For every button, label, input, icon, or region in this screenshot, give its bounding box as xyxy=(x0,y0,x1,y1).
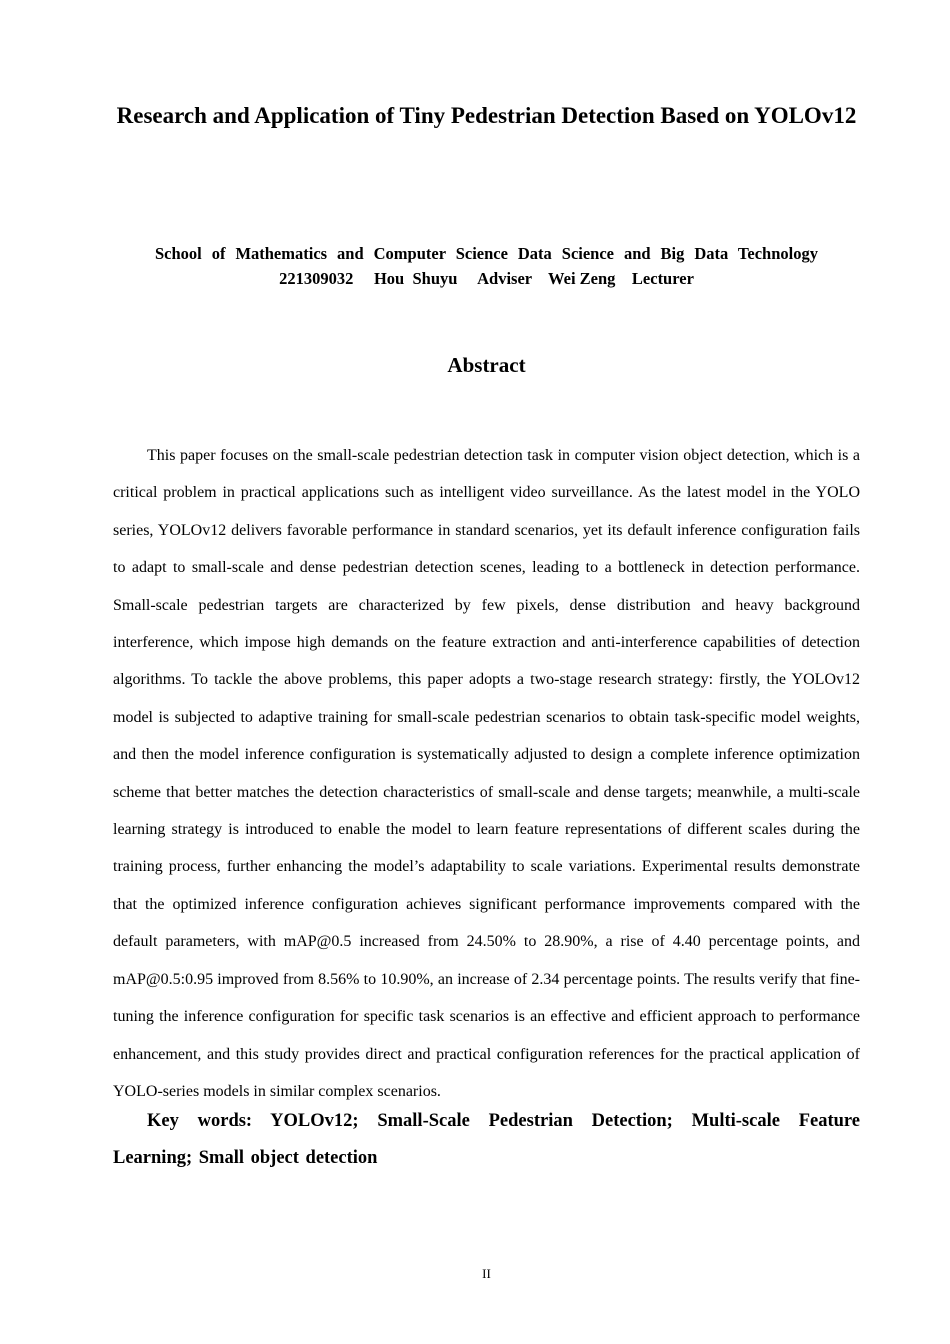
abstract-paragraph: This paper focuses on the small-scale pedestrian detection task in computer vision object detection, which is a critical problem in practical applications such as intelligent video surveillance. As the latest model in the YOLO series, YOLOv12 delivers favorable performance in standard scenarios, yet its default inference configuration fails to adapt to small-scale and dense pedestrian detection scenes, leading to a bottleneck in detection performance. Small-scale pedestrian targets are characterized by few pixels, dense distribution and heavy background interference, which impose high demands on the feature extraction and anti-interference capabilities of detection algorithms. To tackle the above problems, this paper adopts a two-stage research strategy: firstly, the YOLOv12 model is subjected to adaptive training for small-scale pedestrian scenarios to obtain task-specific model weights, and then the model inference configuration is systematically adjusted to design a complete inference optimization scheme that better matches the detection characteristics of small-scale and dense targets; meanwhile, a multi-scale learning strategy is introduced to enable the model to learn feature representations of different scales during the training process, further enhancing the model’s adaptability to scale variations. Experimental results demonstrate that the optimized inference configuration achieves significant performance improvements compared with the default parameters, with mAP@0.5 increased from 24.50% to 28.90%, a rise of 4.40 percentage points, and mAP@0.5:0.95 improved from 8.56% to 10.90%, an increase of 2.34 percentage points. The results verify that fine-tuning the inference configuration for specific task scenarios is an effective and efficient approach to performance enhancement, and this study provides direct and practical configuration references for the practical application of YOLO-series models in similar complex scenarios. xyxy=(113,447,860,1100)
author-adviser-line: 221309032 Hou Shuyu Adviser Wei Zeng Lecturer xyxy=(279,269,694,288)
paper-title: Research and Application of Tiny Pedestrian Detection Based on YOLOv12 xyxy=(116,103,857,128)
keywords-line: Key words: YOLOv12; Small-Scale Pedestrian Detection; Multi-scale Feature Learning; Small object detection xyxy=(113,1111,860,1169)
affiliation-line: School of Mathematics and Computer Science Data Science and Big Data Technology xyxy=(155,244,818,263)
page-number: II xyxy=(482,1266,491,1281)
abstract-heading: Abstract xyxy=(447,353,526,377)
author-block xyxy=(155,241,818,291)
